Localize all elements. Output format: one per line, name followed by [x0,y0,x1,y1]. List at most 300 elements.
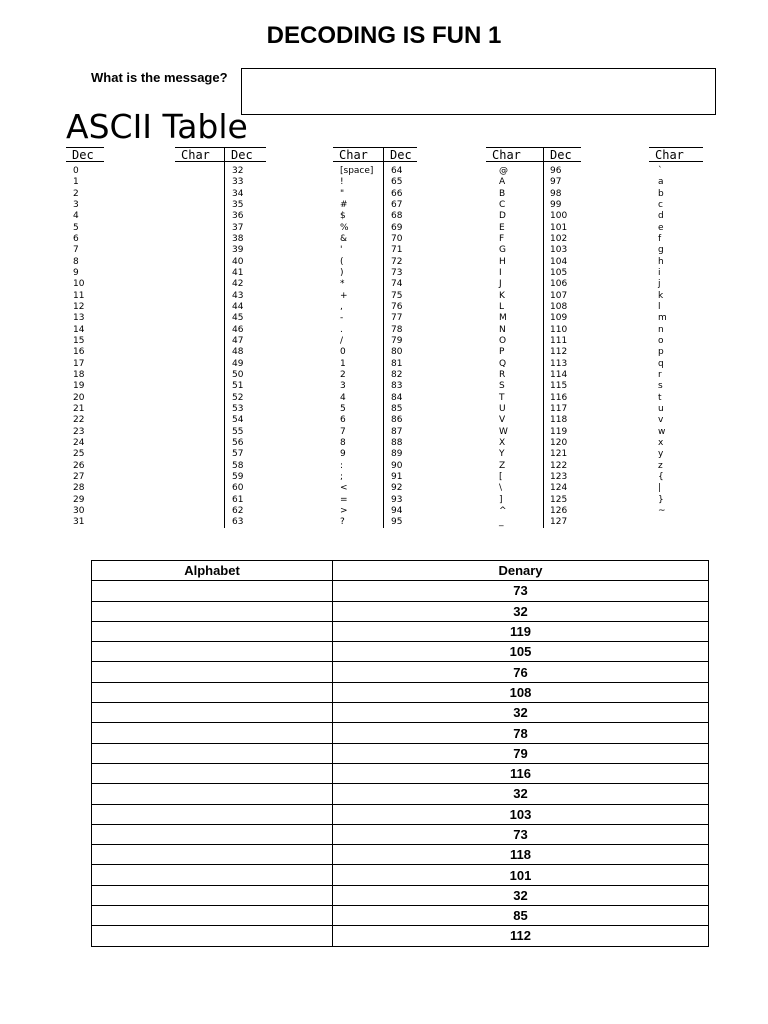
denary-cell: 79 [333,743,709,763]
ascii-cell: 13 [73,313,85,324]
ascii-cell: 115 [550,381,568,392]
ascii-cell: @ [499,166,508,176]
ascii-cell: A [499,177,506,188]
ascii-cell: 51 [232,381,244,392]
ascii-cell: 41 [232,267,244,278]
ascii-cell: Z [499,460,506,471]
table-row [92,906,709,926]
denary-cell: 73 [333,581,709,601]
ascii-cell: f [658,233,662,244]
alphabet-cell[interactable] [92,926,333,946]
ascii-cell: < [340,483,348,494]
ascii-cell: 35 [232,199,244,210]
ascii-cell: 126 [550,505,568,516]
ascii-cell: 20 [73,392,85,403]
ascii-cell: \ [499,483,503,494]
ascii-cell: 116 [550,392,568,403]
ascii-cell: z [658,460,663,471]
ascii-cell: 113 [550,358,568,369]
ascii-cell: 18 [73,369,85,380]
denary-cell: 105 [333,642,709,662]
ascii-cell: / [340,335,344,346]
ascii-cell: 1 [73,177,79,188]
ascii-cell: g [658,245,664,256]
ascii-cell: p [658,347,664,358]
table-row [92,824,709,844]
ascii-cell: ) [340,267,344,278]
ascii-cell: O [499,335,507,346]
alphabet-cell[interactable] [92,845,333,865]
ascii-cell: 101 [550,222,568,233]
ascii-cell: 24 [73,437,85,448]
ascii-cell: w [658,426,666,437]
ascii-cell: 40 [232,256,244,267]
ascii-cell: a [658,177,664,188]
alphabet-cell[interactable] [92,743,333,763]
ascii-cell: 57 [232,449,244,460]
ascii-cell: 43 [232,290,244,301]
ascii-cell: S [499,381,505,392]
ascii-cell: # [340,199,348,210]
denary-cell: 85 [333,906,709,926]
ascii-char-column-3 [499,166,508,529]
ascii-cell: 111 [550,335,568,346]
ascii-cell: x [658,437,664,448]
ascii-cell: W [499,426,508,437]
ascii-dec-column-3 [391,166,402,529]
ascii-cell: } [658,494,664,505]
ascii-cell: 52 [232,392,244,403]
ascii-cell: 0 [73,166,79,176]
ascii-cell: 3 [340,381,346,392]
ascii-cell: F [499,233,505,244]
ascii-cell: 19 [73,381,85,392]
table-header-row [92,561,709,581]
column-divider [383,147,384,528]
table-row [92,601,709,621]
ascii-cell: 122 [550,460,568,471]
ascii-cell: 70 [391,233,403,244]
ascii-cell: ( [340,256,344,267]
ascii-cell: 109 [550,313,568,324]
table-row [92,642,709,662]
ascii-cell: 46 [232,324,244,335]
ascii-cell: 127 [550,517,568,528]
ascii-cell: 38 [232,233,244,244]
ascii-cell: 114 [550,369,568,380]
ascii-cell: 119 [550,426,568,437]
alphabet-cell[interactable] [92,804,333,824]
ascii-cell: y [658,449,664,460]
ascii-cell: ] [499,494,503,505]
ascii-cell: 55 [232,426,244,437]
ascii-dec-column-2 [232,166,243,529]
table-row [92,703,709,723]
ascii-cell: V [499,415,506,426]
ascii-cell: 100 [550,211,568,222]
ascii-cell: 2 [73,188,79,199]
ascii-cell: 84 [391,392,403,403]
ascii-cell: 121 [550,449,568,460]
ascii-cell: t [658,392,662,403]
ascii-cell: k [658,290,664,301]
ascii-cell: h [658,256,664,267]
ascii-cell: d [658,211,664,222]
ascii-cell: [ [499,471,503,482]
ascii-cell: r [658,369,662,380]
ascii-cell: 10 [73,279,85,290]
ascii-cell: 59 [232,471,244,482]
ascii-cell: N [499,324,506,335]
ascii-cell: 118 [550,415,568,426]
ascii-cell: T [499,392,505,403]
ascii-cell: 50 [232,369,244,380]
ascii-cell: P [499,347,505,358]
alphabet-cell[interactable] [92,703,333,723]
ascii-cell: 74 [391,279,403,290]
ascii-cell: 56 [232,437,244,448]
ascii-cell: * [340,279,345,290]
ascii-header-char-2: Char [333,147,383,162]
alphabet-cell[interactable] [92,682,333,702]
ascii-cell: 75 [391,290,403,301]
ascii-cell: 49 [232,358,244,369]
denary-cell: 118 [333,845,709,865]
ascii-cell: 94 [391,505,403,516]
ascii-cell: s [658,381,663,392]
table-row [92,763,709,783]
ascii-cell: 69 [391,222,403,233]
ascii-cell: B [499,188,506,199]
ascii-cell: Q [499,358,507,369]
ascii-cell: 32 [232,166,244,176]
ascii-cell: 96 [550,166,562,176]
table-row [92,926,709,946]
ascii-cell: 8 [340,437,346,448]
ascii-cell: 124 [550,483,568,494]
ascii-cell: 97 [550,177,562,188]
denary-cell: 101 [333,865,709,885]
denary-cell: 76 [333,662,709,682]
alphabet-cell[interactable] [92,601,333,621]
ascii-cell: - [340,313,344,324]
ascii-header-dec-4: Dec [544,147,581,162]
ascii-cell: 0 [340,347,346,358]
ascii-cell [658,517,667,528]
ascii-cell: 73 [391,267,403,278]
ascii-cell: [space] [340,166,374,176]
ascii-cell: 4 [73,211,79,222]
alphabet-cell[interactable] [92,621,333,641]
table-row [92,865,709,885]
ascii-cell: 25 [73,449,85,460]
ascii-cell: 83 [391,381,403,392]
denary-cell: 32 [333,885,709,905]
denary-cell: 119 [333,621,709,641]
ascii-cell: 104 [550,256,568,267]
ascii-char-column-4 [658,166,667,529]
ascii-cell: Y [499,449,505,460]
ascii-cell: 9 [340,449,346,460]
alphabet-cell[interactable] [92,763,333,783]
ascii-cell: 112 [550,347,568,358]
ascii-cell: 67 [391,199,403,210]
ascii-cell: U [499,403,506,414]
ascii-cell: 81 [391,358,403,369]
ascii-cell: 87 [391,426,403,437]
ascii-cell: 65 [391,177,403,188]
ascii-cell: 7 [340,426,346,437]
ascii-cell: c [658,199,663,210]
ascii-cell: ! [340,177,344,188]
ascii-cell: R [499,369,506,380]
alphabet-cell[interactable] [92,581,333,601]
ascii-header-dec-3: Dec [384,147,417,162]
denary-header: Denary [333,561,709,581]
ascii-cell: 48 [232,347,244,358]
ascii-cell: 53 [232,403,244,414]
page-title: DECODING IS FUN 1 [266,22,502,49]
ascii-cell: 61 [232,494,244,505]
ascii-cell: 86 [391,415,403,426]
ascii-table-title: ASCII Table [66,107,248,146]
ascii-cell: 78 [391,324,403,335]
ascii-cell: 79 [391,335,403,346]
ascii-dec-column-4 [550,166,567,529]
ascii-cell: E [499,222,505,233]
ascii-cell: 110 [550,324,568,335]
alphabet-cell[interactable] [92,906,333,926]
ascii-cell: , [340,301,343,312]
ascii-cell: 105 [550,267,568,278]
ascii-cell: m [658,313,667,324]
ascii-cell: ` [658,166,663,176]
ascii-cell: 1 [340,358,346,369]
alphabet-cell[interactable] [92,885,333,905]
denary-cell: 73 [333,824,709,844]
ascii-cell: 31 [73,517,85,528]
message-label: What is the message? [91,70,228,85]
ascii-cell: l [658,301,661,312]
alphabet-cell[interactable] [92,784,333,804]
table-row [92,885,709,905]
denary-cell: 116 [333,763,709,783]
ascii-cell: 36 [232,211,244,222]
table-row [92,845,709,865]
ascii-cell: 71 [391,245,403,256]
ascii-cell: 16 [73,347,85,358]
ascii-cell: i [658,267,661,278]
ascii-cell: _ [499,517,504,528]
alphabet-header: Alphabet [92,561,333,581]
ascii-cell: G [499,245,506,256]
ascii-cell: 54 [232,415,244,426]
ascii-cell: { [658,471,664,482]
ascii-dec-column-1 [73,166,84,529]
denary-cell: 103 [333,804,709,824]
table-row [92,743,709,763]
ascii-cell: 108 [550,301,568,312]
ascii-cell: 120 [550,437,568,448]
ascii-cell: : [340,460,344,471]
denary-cell: 32 [333,784,709,804]
ascii-cell: 88 [391,437,403,448]
ascii-header-char-4: Char [649,147,703,162]
ascii-cell: > [340,505,348,516]
ascii-cell: q [658,358,664,369]
denary-cell: 32 [333,601,709,621]
ascii-cell: . [340,324,343,335]
denary-cell: 78 [333,723,709,743]
ascii-cell: J [499,279,502,290]
ascii-cell: 14 [73,324,85,335]
ascii-cell: 17 [73,358,85,369]
ascii-cell: 9 [73,267,79,278]
ascii-cell: o [658,335,664,346]
ascii-cell: ? [340,517,345,528]
ascii-cell: X [499,437,506,448]
ascii-cell: 30 [73,505,85,516]
table-row [92,662,709,682]
alphabet-cell[interactable] [92,642,333,662]
ascii-cell: 42 [232,279,244,290]
ascii-cell: | [658,483,662,494]
ascii-cell: I [499,267,502,278]
ascii-cell: K [499,290,505,301]
ascii-cell: $ [340,211,346,222]
ascii-cell: 11 [73,290,85,301]
denary-cell: 108 [333,682,709,702]
ascii-cell: 102 [550,233,568,244]
ascii-cell: 117 [550,403,568,414]
ascii-cell: 33 [232,177,244,188]
ascii-cell: 76 [391,301,403,312]
ascii-cell: 37 [232,222,244,233]
ascii-char-column-2 [340,166,373,529]
ascii-cell: 85 [391,403,403,414]
ascii-cell: 66 [391,188,403,199]
ascii-cell: 39 [232,245,244,256]
ascii-cell: b [658,188,664,199]
ascii-cell: 63 [232,517,244,528]
ascii-cell: v [658,415,664,426]
table-row [92,784,709,804]
ascii-cell: H [499,256,506,267]
ascii-cell: 44 [232,301,244,312]
column-divider [543,147,544,528]
ascii-cell: 15 [73,335,85,346]
ascii-cell: 89 [391,449,403,460]
ascii-cell: L [499,301,505,312]
alphabet-cell[interactable] [92,723,333,743]
ascii-cell: 23 [73,426,85,437]
ascii-cell: 93 [391,494,403,505]
ascii-cell: 77 [391,313,403,324]
ascii-header-dec-1: Dec [66,147,104,162]
ascii-cell: % [340,222,349,233]
ascii-cell: 91 [391,471,403,482]
alphabet-cell[interactable] [92,865,333,885]
ascii-cell: 8 [73,256,79,267]
ascii-cell: 7 [73,245,79,256]
ascii-cell: ; [340,471,344,482]
ascii-cell: 92 [391,483,403,494]
alphabet-cell[interactable] [92,824,333,844]
ascii-cell: & [340,233,348,244]
ascii-cell: M [499,313,507,324]
ascii-cell: 60 [232,483,244,494]
ascii-cell: 90 [391,460,403,471]
ascii-cell: " [340,188,345,199]
table-row [92,804,709,824]
ascii-cell: 5 [73,222,79,233]
message-answer-box[interactable] [241,68,716,115]
ascii-cell: 68 [391,211,403,222]
ascii-cell: j [658,279,661,290]
ascii-header-dec-2: Dec [225,147,266,162]
ascii-cell: 6 [340,415,346,426]
ascii-cell: 72 [391,256,403,267]
ascii-cell: 125 [550,494,568,505]
decoding-table-body [92,581,709,946]
ascii-cell: 107 [550,290,568,301]
ascii-cell: 95 [391,517,403,528]
ascii-cell: + [340,290,348,301]
ascii-cell: 99 [550,199,562,210]
ascii-cell: ' [340,245,343,256]
ascii-cell: = [340,494,348,505]
ascii-cell: 29 [73,494,85,505]
ascii-cell: 64 [391,166,403,176]
ascii-cell: 103 [550,245,568,256]
ascii-cell: n [658,324,664,335]
ascii-cell: 21 [73,403,85,414]
table-row [92,581,709,601]
ascii-cell: 80 [391,347,403,358]
ascii-cell: u [658,403,664,414]
ascii-cell: 26 [73,460,85,471]
ascii-cell: 12 [73,301,85,312]
ascii-header-char-1: Char [175,147,224,162]
ascii-cell: 98 [550,188,562,199]
ascii-cell: 4 [340,392,346,403]
decoding-table [91,560,709,947]
ascii-cell: 62 [232,505,244,516]
ascii-cell: 2 [340,369,346,380]
ascii-cell: 6 [73,233,79,244]
ascii-cell: e [658,222,664,233]
denary-cell: 32 [333,703,709,723]
ascii-cell: 47 [232,335,244,346]
ascii-cell: 106 [550,279,568,290]
ascii-cell: 27 [73,471,85,482]
alphabet-cell[interactable] [92,662,333,682]
ascii-cell: 34 [232,188,244,199]
ascii-cell: 22 [73,415,85,426]
ascii-cell: 123 [550,471,568,482]
table-row [92,723,709,743]
ascii-cell: 45 [232,313,244,324]
ascii-cell: 82 [391,369,403,380]
table-row [92,682,709,702]
table-row [92,621,709,641]
ascii-cell: D [499,211,506,222]
column-divider [224,147,225,528]
ascii-cell: C [499,199,506,210]
ascii-header-char-3: Char [486,147,543,162]
ascii-cell: 3 [73,199,79,210]
denary-cell: 112 [333,926,709,946]
